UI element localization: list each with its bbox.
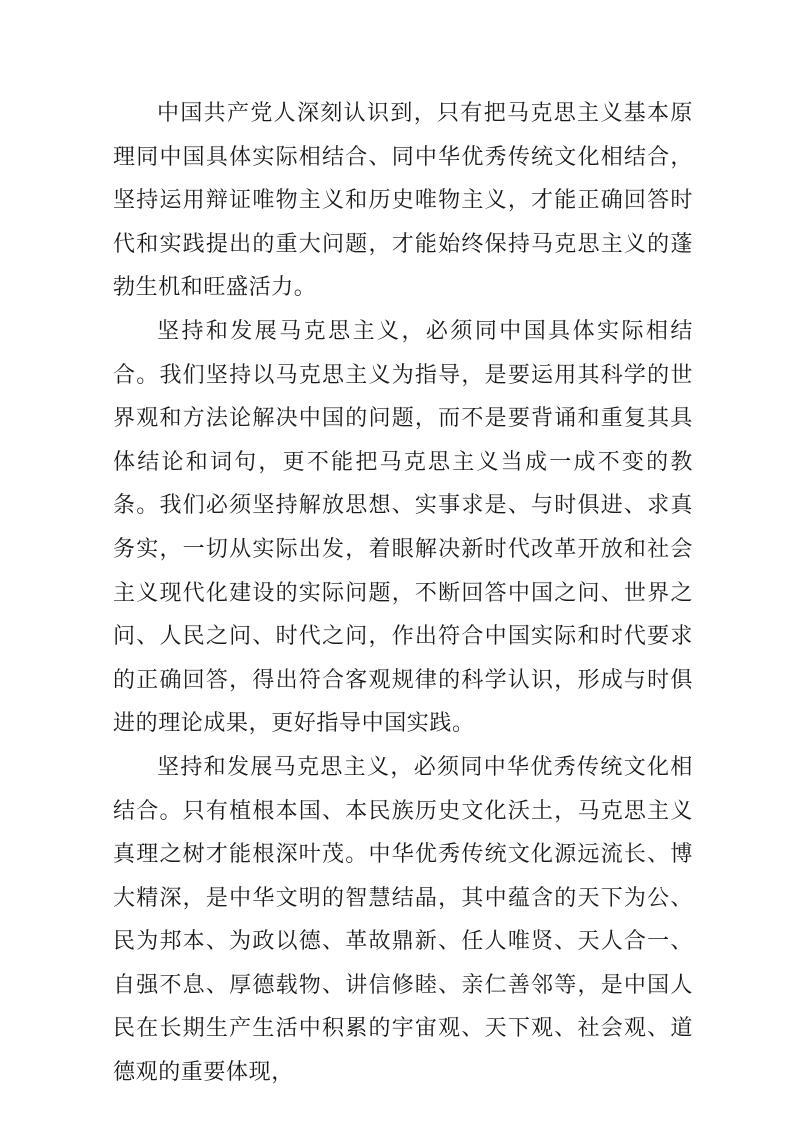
paragraph-2: 坚持和发展马克思主义，必须同中国具体实际相结合。我们坚持以马克思主义为指导，是要运用其科学的世界观和方法论解决中国的问题，而不是要背诵和重复其具体结论和词句，更不能把马克思主义当成一成不变的教条。我们必须坚持解放思想、实事求是、与时俱进、求真务实，一切从实际出发，着眼解决新时代改革开放和社会主义现代化建设的实际问题，不断回答中国之问、世界之问、人民之问、时代之问，作出符合中国实际和时代要求的正确回答，得出符合客观规律的科学认识，形成与时俱进的理论成果，更好指导中国实践。 [113, 318, 693, 737]
paragraph-3: 坚持和发展马克思主义，必须同中华优秀传统文化相结合。只有植根本国、本民族历史文化沃土，马克思主义真理之树才能根深叶茂。中华优秀传统文化源远流长、博大精深，是中华文明的智慧结晶，其中蕴含的天下为公、民为邦本、为政以德、革故鼎新、任人唯贤、天人合一、自强不息、厚德载物、讲信修睦、亲仁善邻等，是中国人民在长期生产生活中积累的宇宙观、天下观、社会观、道德观的重要体现， [113, 754, 693, 1086]
body-text [113, 92, 693, 1095]
paragraph-1: 中国共产党人深刻认识到，只有把马克思主义基本原理同中国具体实际相结合、同中华优秀传统文化相结合，坚持运用辩证唯物主义和历史唯物主义，才能正确回答时代和实践提出的重大问题，才能始终保持马克思主义的蓬勃生机和旺盛活力。 [113, 101, 693, 301]
